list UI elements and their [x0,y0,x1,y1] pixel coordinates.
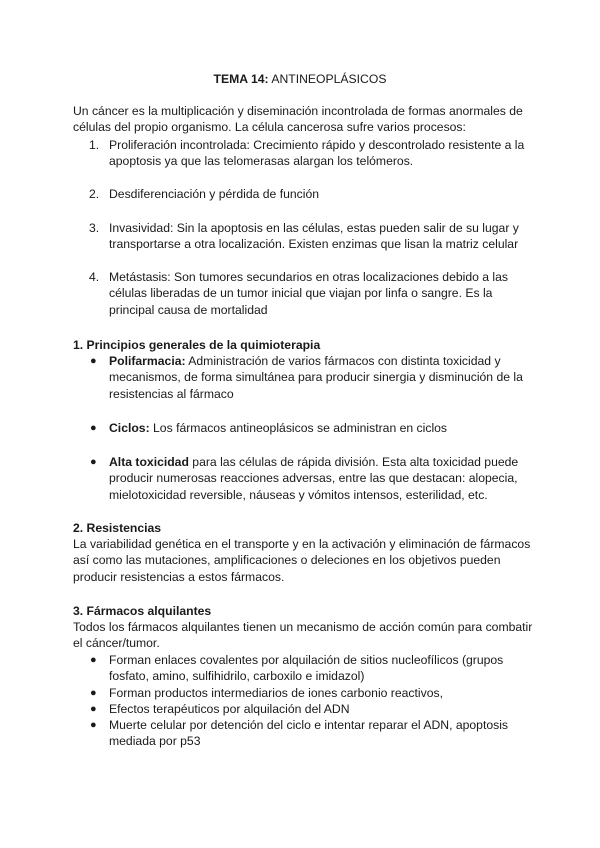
principles-list [73,454,533,503]
process-number: 1. [89,138,100,152]
item-text: Muerte celular por detención del ciclo e intentar reparar el ADN, apoptosis mediada por p53 [109,718,509,749]
principles-list [73,420,533,436]
bullet-icon: ● [90,702,97,715]
item-text: Efectos terapéuticos por alquilación del ADN [109,701,350,716]
title-bold: TEMA 14: [213,72,269,86]
process-item [73,186,533,202]
list-item [73,685,533,701]
list-item [73,353,533,402]
bullet-icon: ● [90,456,97,468]
list-item [73,454,533,503]
title-rest: ANTINEOPLÁSICOS [268,72,387,86]
bullet-icon: ● [90,422,97,434]
list-item [73,420,533,436]
alkylating-paragraph: Todos los fármacos alquilantes tienen un mecanismo de acción común para combatir el cáncer/tumor. [73,620,533,651]
item-term: Alta toxicidad [109,455,189,469]
process-text: Metástasis: Son tumores secundarios en otras localizaciones debido a las células liberadas de un tumor inicial que viajan por linfa o sangre. Es la principal causa de mortalidad [109,270,509,317]
section-heading: 1. Principios generales de la quimioterapia [73,338,321,352]
process-list [73,220,533,253]
process-item [73,220,533,253]
resistances-paragraph: La variabilidad genética en el transporte y en la activación y eliminación de fármacos así como las mutaciones, amplificaciones o deleciones en los objetivos pueden producir resistencias a estos fármacos. [73,537,531,584]
item-text: Administración de varios fármacos con distinta toxicidad y mecanismos, de forma simultánea para producir sinergia y disminución de la resistencias al fármaco [109,354,523,401]
section-heading: 3. Fármacos alquilantes [73,604,212,618]
intro-paragraph: Un cáncer es la multiplicación y diseminación incontrolada de formas anormales de células del propio organismo. La célula cancerosa sufre varios procesos: [73,104,523,135]
item-text: para las células de rápida división. Esta alta toxicidad puede producir numerosas reacciones adversas, entre las que destacan: alopecia, mielotoxicidad reversible, náuseas y vómitos intensos, esterilidad, etc. [109,455,519,502]
bullet-icon: ● [90,355,97,367]
item-text: Forman enlaces covalentes por alquilación de sitios nucleofílicos (grupos fosfato, amino, sulfihidrilo, carboxilo e imidazol) [109,653,504,684]
alkylating-list [73,652,533,750]
process-item [73,137,533,170]
process-number: 3. [89,221,100,235]
bullet-icon: ● [90,686,97,699]
item-text: Los fármacos antineoplásicos se administran en ciclos [149,421,448,435]
bullet-icon: ● [90,654,97,666]
item-term: Ciclos: [109,421,150,435]
process-text: Desdiferenciación y pérdida de función [109,187,320,201]
process-number: 2. [89,187,100,201]
principles-list [73,353,533,402]
list-item [73,652,533,685]
process-text: Invasividad: Sin la apoptosis en las células, estas pueden salir de su lugar y transportarse a otra localización. Existen enzimas que lisan la matriz celular [109,221,519,252]
process-list [73,269,533,318]
process-list [73,137,533,170]
process-text: Proliferación incontrolada: Crecimiento rápido y descontrolado resistente a la apoptosis ya que las telomerasas alargan los telómeros. [109,138,525,169]
process-list [73,186,533,202]
section-heading: 2. Resistencias [73,521,162,535]
item-term: Polifarmacia: [109,354,186,368]
item-text: Forman productos intermediarios de iones carbonio reactivos, [109,685,443,700]
list-item [73,717,533,750]
bullet-icon: ● [90,719,97,732]
process-number: 4. [89,270,100,284]
list-item [73,701,533,717]
process-item [73,269,533,318]
page-title [0,71,600,87]
